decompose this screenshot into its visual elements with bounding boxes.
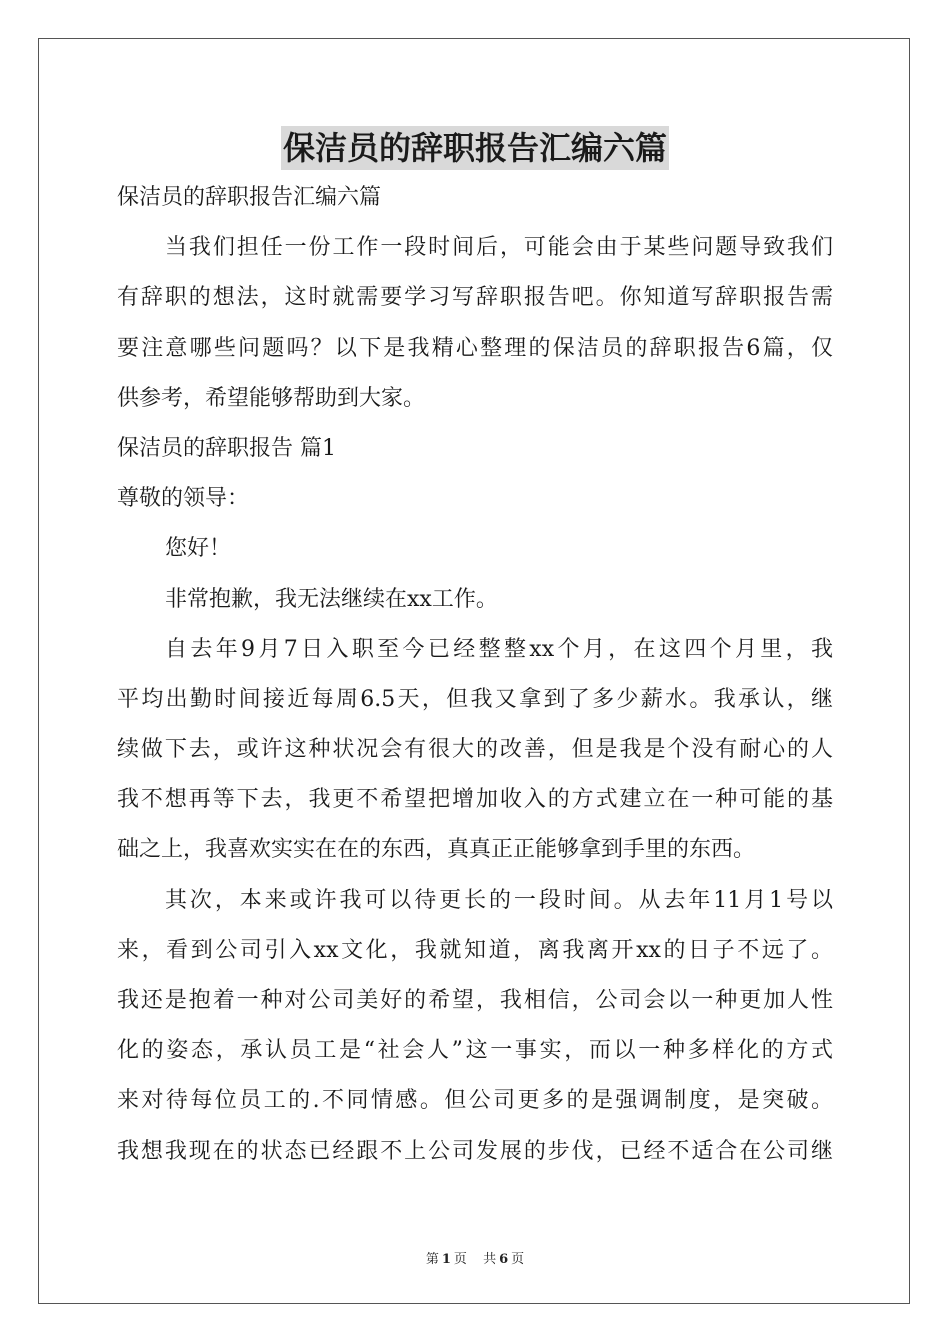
total-pages: 6 [499,1252,509,1267]
page-number: 1 [441,1252,451,1267]
greeting: 您好！ [165,536,232,562]
paragraph-line: 非常抱歉，我无法继续在xx工作。 [165,586,498,612]
total-prefix: 共 [483,1252,497,1267]
paragraph-line: 自去年9月7日入职至今已经整整xx个月，在这四个月里，我 [165,636,833,662]
paragraph-line: 我想我现在的状态已经跟不上公司发展的步伐，已经不适合在公司继 [117,1138,833,1164]
page-footer [0,1248,950,1267]
page-suffix: 页 [453,1252,467,1267]
paragraph-line: 来，看到公司引入xx文化，我就知道，离我离开xx的日子不远了。 [117,937,833,963]
title-container [0,126,950,170]
paragraph-line: 有辞职的想法，这时就需要学习写辞职报告吧。你知道写辞职报告需 [117,285,833,311]
paragraph-line: 供参考，希望能够帮助到大家。 [117,385,426,411]
paragraph-line: 其次，本来或许我可以待更长的一段时间。从去年11月1号以 [165,887,833,913]
page-indicator [423,1252,470,1267]
paragraph-line: 续做下去，或许这种状况会有很大的改善，但是我是个没有耐心的人 [117,737,833,763]
paragraph-line: 来对待每位员工的.不同情感。但公司更多的是强调制度，是突破。 [117,1088,833,1114]
paragraph-line: 化的姿态，承认员工是“社会人”这一事实，而以一种多样化的方式 [117,1038,833,1064]
total-indicator [480,1252,527,1267]
paragraph-line: 要注意哪些问题吗？以下是我精心整理的保洁员的辞职报告6篇，仅 [117,335,833,361]
salutation: 尊敬的领导： [117,486,250,512]
paragraph-line: 础之上，我喜欢实实在在的东西，真真正正能够拿到手里的东西。 [117,837,756,863]
document-body [117,180,833,1184]
paragraph-line: 我不想再等下去，我更不希望把增加收入的方式建立在一种可能的基 [117,787,833,813]
subtitle-line: 保洁员的辞职报告汇编六篇 [117,185,382,210]
page-prefix: 第 [425,1252,439,1267]
paragraph-line: 平均出勤时间接近每周6.5天，但我又拿到了多少薪水。我承认，继 [117,686,833,712]
paragraph-line: 我还是抱着一种对公司美好的希望，我相信，公司会以一种更加人性 [117,988,833,1013]
paragraph-line: 当我们担任一份工作一段时间后，可能会由于某些问题导致我们 [165,235,833,261]
total-suffix: 页 [511,1252,525,1267]
document-title: 保洁员的辞职报告汇编六篇 [281,126,669,170]
section-heading: 保洁员的辞职报告 篇1 [117,435,336,461]
